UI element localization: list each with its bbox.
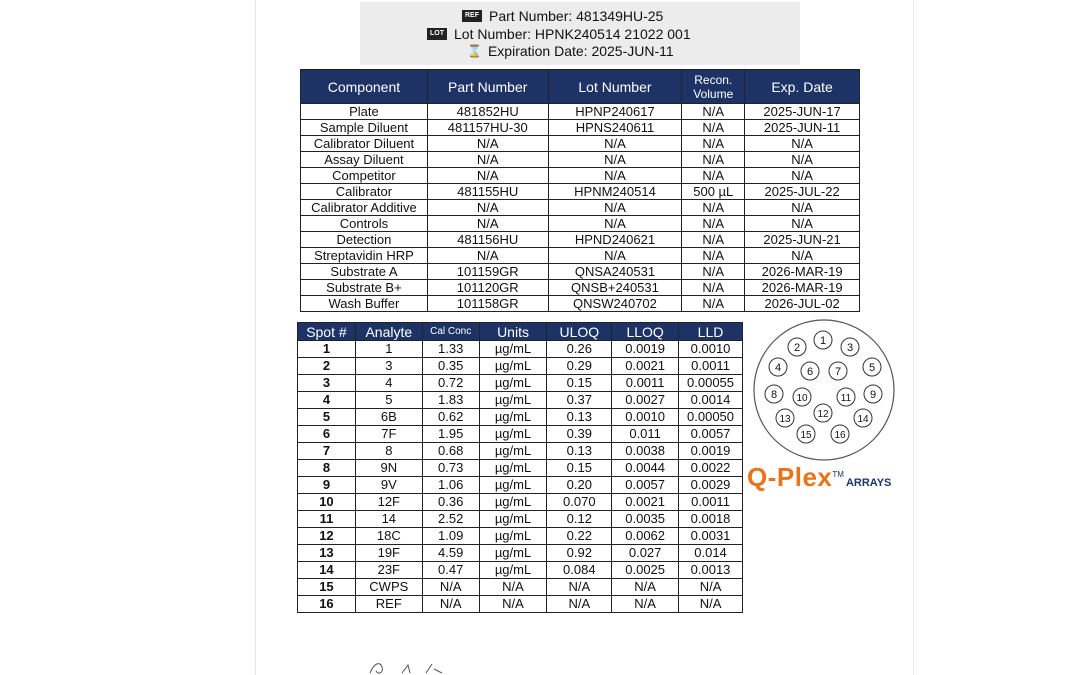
analyte-cell: 0.0014 xyxy=(679,392,743,409)
analyte-cell: 0.0019 xyxy=(679,443,743,460)
part-number-text: Part Number: 481349HU-25 xyxy=(489,8,664,24)
component-cell: 101120GR xyxy=(427,280,548,296)
analyte-cell: 1 xyxy=(298,341,356,358)
analyte-cell: 0.20 xyxy=(547,477,612,494)
header-uloq: ULOQ xyxy=(547,323,612,341)
spot-label: 2 xyxy=(793,342,801,354)
analyte-table-body xyxy=(298,341,743,613)
component-cell: N/A xyxy=(682,120,745,136)
spot-label: 16 xyxy=(834,430,846,441)
spot-label: 9 xyxy=(869,389,877,401)
analyte-cell: 0.0013 xyxy=(679,562,743,579)
component-row xyxy=(301,120,860,136)
page-edge-right xyxy=(913,0,914,675)
analyte-cell: 0.15 xyxy=(547,460,612,477)
component-cell: N/A xyxy=(745,152,860,168)
analyte-cell: 14 xyxy=(355,511,422,528)
analyte-cell: 9 xyxy=(298,477,356,494)
header-cal-conc: Cal Conc xyxy=(422,323,479,341)
component-cell: QNSA240531 xyxy=(548,264,682,280)
analyte-cell: µg/mL xyxy=(479,341,547,358)
component-cell: Calibrator xyxy=(301,184,428,200)
spot-label: 3 xyxy=(846,342,854,354)
header-part-number: Part Number xyxy=(427,70,548,104)
lot-icon: LOT xyxy=(427,28,447,40)
component-table xyxy=(300,69,860,312)
component-cell: 481157HU-30 xyxy=(427,120,548,136)
analyte-row xyxy=(298,409,743,426)
analyte-cell: 0.37 xyxy=(547,392,612,409)
component-cell: 2025-JUN-11 xyxy=(745,120,860,136)
component-row xyxy=(301,184,860,200)
spot-label: 8 xyxy=(770,389,778,401)
analyte-cell: 4 xyxy=(298,392,356,409)
component-cell: 500 µL xyxy=(682,184,745,200)
analyte-row xyxy=(298,392,743,409)
component-cell: N/A xyxy=(548,248,682,264)
analyte-cell: 0.0021 xyxy=(612,494,679,511)
analyte-cell: 0.39 xyxy=(547,426,612,443)
analyte-cell: µg/mL xyxy=(479,375,547,392)
analyte-cell: REF xyxy=(355,596,422,613)
component-cell: 2025-JUL-22 xyxy=(745,184,860,200)
analyte-cell: 0.0011 xyxy=(679,358,743,375)
component-cell: Sample Diluent xyxy=(301,120,428,136)
spot-label: 6 xyxy=(806,366,814,378)
component-row xyxy=(301,280,860,296)
component-cell: HPND240621 xyxy=(548,232,682,248)
analyte-cell: 0.73 xyxy=(422,460,479,477)
component-cell: 2025-JUN-21 xyxy=(745,232,860,248)
analyte-cell: 0.0011 xyxy=(612,375,679,392)
component-cell: 2026-MAR-19 xyxy=(745,264,860,280)
component-cell: N/A xyxy=(682,152,745,168)
analyte-cell: 2 xyxy=(298,358,356,375)
analyte-cell: 1 xyxy=(355,341,422,358)
analyte-cell: 16 xyxy=(298,596,356,613)
analyte-cell: N/A xyxy=(612,579,679,596)
analyte-cell: CWPS xyxy=(355,579,422,596)
component-cell: N/A xyxy=(682,280,745,296)
component-cell: 101159GR xyxy=(427,264,548,280)
header-lld: LLD xyxy=(679,323,743,341)
component-table-body xyxy=(301,104,860,312)
analyte-cell: 23F xyxy=(355,562,422,579)
analyte-cell: 11 xyxy=(298,511,356,528)
component-row xyxy=(301,200,860,216)
analyte-cell: 0.35 xyxy=(422,358,479,375)
analyte-cell: 15 xyxy=(298,579,356,596)
analyte-cell: 0.0062 xyxy=(612,528,679,545)
part-number-line xyxy=(462,8,663,24)
analyte-cell: 0.0027 xyxy=(612,392,679,409)
header-analyte: Analyte xyxy=(355,323,422,341)
analyte-row xyxy=(298,477,743,494)
analyte-cell: 0.29 xyxy=(547,358,612,375)
analyte-cell: 1.83 xyxy=(422,392,479,409)
analyte-row xyxy=(298,562,743,579)
component-cell: Wash Buffer xyxy=(301,296,428,312)
analyte-cell: µg/mL xyxy=(479,494,547,511)
component-cell: 101158GR xyxy=(427,296,548,312)
header-lot-number: Lot Number xyxy=(548,70,682,104)
analyte-cell: N/A xyxy=(679,579,743,596)
spot-label: 14 xyxy=(857,414,869,425)
analyte-cell: 0.0018 xyxy=(679,511,743,528)
component-cell: N/A xyxy=(427,136,548,152)
handwritten-mark xyxy=(350,655,480,675)
analyte-cell: 1.33 xyxy=(422,341,479,358)
analyte-cell: 0.0057 xyxy=(679,426,743,443)
header-recon-volume: Recon. Volume xyxy=(682,70,745,104)
analyte-cell: N/A xyxy=(547,579,612,596)
component-cell: N/A xyxy=(427,248,548,264)
component-cell: N/A xyxy=(548,168,682,184)
analyte-cell: µg/mL xyxy=(479,392,547,409)
analyte-cell: 13 xyxy=(298,545,356,562)
analyte-cell: 5 xyxy=(298,409,356,426)
analyte-row xyxy=(298,596,743,613)
analyte-cell: 0.92 xyxy=(547,545,612,562)
analyte-cell: 0.00050 xyxy=(679,409,743,426)
component-cell: N/A xyxy=(548,136,682,152)
spot-label: 4 xyxy=(774,362,782,374)
analyte-row xyxy=(298,443,743,460)
page-edge-left xyxy=(255,0,256,675)
analyte-cell: 0.68 xyxy=(422,443,479,460)
analyte-cell: 0.0019 xyxy=(612,341,679,358)
header-component: Component xyxy=(301,70,428,104)
component-cell: Streptavidin HRP xyxy=(301,248,428,264)
component-row xyxy=(301,264,860,280)
analyte-cell: µg/mL xyxy=(479,443,547,460)
expiration-line xyxy=(467,43,674,59)
lot-number-text: Lot Number: HPNK240514 21022 001 xyxy=(454,26,691,42)
logo-sub-text: ARRAYS xyxy=(845,477,892,489)
analyte-cell: 0.22 xyxy=(547,528,612,545)
header-spot: Spot # xyxy=(298,323,356,341)
analyte-cell: 3 xyxy=(355,358,422,375)
component-cell: Assay Diluent xyxy=(301,152,428,168)
analyte-cell: 12 xyxy=(298,528,356,545)
spot-label: 12 xyxy=(817,409,829,420)
lot-number-line xyxy=(427,26,691,42)
component-cell: N/A xyxy=(682,296,745,312)
analyte-cell: 0.12 xyxy=(547,511,612,528)
analyte-cell: N/A xyxy=(422,579,479,596)
spot-label: 15 xyxy=(800,430,812,441)
analyte-cell: 0.72 xyxy=(422,375,479,392)
analyte-cell: 6B xyxy=(355,409,422,426)
component-cell: QNSW240702 xyxy=(548,296,682,312)
component-cell: Calibrator Additive xyxy=(301,200,428,216)
analyte-row xyxy=(298,341,743,358)
component-cell: HPNS240611 xyxy=(548,120,682,136)
analyte-cell: 4 xyxy=(355,375,422,392)
analyte-cell: N/A xyxy=(679,596,743,613)
component-cell: N/A xyxy=(682,232,745,248)
analyte-cell: 0.13 xyxy=(547,409,612,426)
component-row xyxy=(301,104,860,120)
analyte-cell: 0.62 xyxy=(422,409,479,426)
analyte-cell: 0.00055 xyxy=(679,375,743,392)
component-cell: N/A xyxy=(682,264,745,280)
analyte-cell: 14 xyxy=(298,562,356,579)
component-row xyxy=(301,216,860,232)
analyte-cell: N/A xyxy=(612,596,679,613)
kit-header xyxy=(360,2,800,65)
header-exp-date: Exp. Date xyxy=(745,70,860,104)
component-cell: N/A xyxy=(682,248,745,264)
logo-main-text: Q-Plex xyxy=(747,462,833,492)
analyte-row xyxy=(298,426,743,443)
component-cell: 481156HU xyxy=(427,232,548,248)
analyte-row xyxy=(298,545,743,562)
analyte-cell: µg/mL xyxy=(479,562,547,579)
component-cell: N/A xyxy=(682,216,745,232)
analyte-cell: N/A xyxy=(547,596,612,613)
component-cell: HPNM240514 xyxy=(548,184,682,200)
spot-label: 1 xyxy=(819,335,827,347)
component-cell: Substrate B+ xyxy=(301,280,428,296)
analyte-table xyxy=(297,322,743,613)
analyte-cell: N/A xyxy=(479,596,547,613)
component-cell: N/A xyxy=(548,200,682,216)
component-row xyxy=(301,296,860,312)
analyte-cell: N/A xyxy=(422,596,479,613)
analyte-cell: 0.36 xyxy=(422,494,479,511)
analyte-row xyxy=(298,528,743,545)
component-cell: N/A xyxy=(745,200,860,216)
analyte-cell: 0.15 xyxy=(547,375,612,392)
analyte-cell: 19F xyxy=(355,545,422,562)
analyte-cell: µg/mL xyxy=(479,511,547,528)
component-cell: Calibrator Diluent xyxy=(301,136,428,152)
analyte-cell: 0.0029 xyxy=(679,477,743,494)
analyte-cell: µg/mL xyxy=(479,528,547,545)
component-cell: N/A xyxy=(745,248,860,264)
q-plex-logo xyxy=(747,462,891,493)
component-cell: N/A xyxy=(427,200,548,216)
analyte-cell: 0.070 xyxy=(547,494,612,511)
spot-label: 7 xyxy=(834,366,842,378)
component-cell: N/A xyxy=(745,216,860,232)
component-cell: 481852HU xyxy=(427,104,548,120)
component-cell: Competitor xyxy=(301,168,428,184)
analyte-table-header xyxy=(298,323,743,341)
analyte-row xyxy=(298,494,743,511)
analyte-cell: 0.47 xyxy=(422,562,479,579)
analyte-row xyxy=(298,375,743,392)
analyte-cell: µg/mL xyxy=(479,409,547,426)
hourglass-icon: ⌛ xyxy=(467,44,482,58)
analyte-cell: 8 xyxy=(298,460,356,477)
analyte-cell: 18C xyxy=(355,528,422,545)
spot-label: 10 xyxy=(796,393,808,404)
component-row xyxy=(301,248,860,264)
component-cell: QNSB+240531 xyxy=(548,280,682,296)
analyte-cell: 3 xyxy=(298,375,356,392)
analyte-cell: 0.26 xyxy=(547,341,612,358)
analyte-cell: 8 xyxy=(355,443,422,460)
analyte-cell: 0.0057 xyxy=(612,477,679,494)
analyte-row xyxy=(298,511,743,528)
header-units: Units xyxy=(479,323,547,341)
analyte-row xyxy=(298,460,743,477)
component-cell: N/A xyxy=(682,200,745,216)
component-cell: HPNP240617 xyxy=(548,104,682,120)
component-cell: Detection xyxy=(301,232,428,248)
analyte-cell: 0.0025 xyxy=(612,562,679,579)
analyte-cell: 0.0011 xyxy=(679,494,743,511)
analyte-cell: 1.95 xyxy=(422,426,479,443)
component-row xyxy=(301,136,860,152)
analyte-cell: 6 xyxy=(298,426,356,443)
analyte-cell: 12F xyxy=(355,494,422,511)
component-cell: N/A xyxy=(427,216,548,232)
header-lloq: LLOQ xyxy=(612,323,679,341)
analyte-cell: µg/mL xyxy=(479,545,547,562)
analyte-cell: 0.084 xyxy=(547,562,612,579)
analyte-cell: 0.011 xyxy=(612,426,679,443)
spot-label: 5 xyxy=(868,362,876,374)
analyte-cell: 9V xyxy=(355,477,422,494)
component-cell: N/A xyxy=(682,136,745,152)
component-cell: 2026-JUL-02 xyxy=(745,296,860,312)
analyte-row xyxy=(298,358,743,375)
analyte-cell: 7 xyxy=(298,443,356,460)
analyte-cell: µg/mL xyxy=(479,426,547,443)
analyte-cell: 10 xyxy=(298,494,356,511)
analyte-cell: 0.0021 xyxy=(612,358,679,375)
analyte-cell: µg/mL xyxy=(479,477,547,494)
analyte-cell: 4.59 xyxy=(422,545,479,562)
component-cell: 2025-JUN-17 xyxy=(745,104,860,120)
analyte-cell: 0.0010 xyxy=(679,341,743,358)
component-row xyxy=(301,152,860,168)
analyte-cell: µg/mL xyxy=(479,460,547,477)
component-cell: Substrate A xyxy=(301,264,428,280)
expiration-text: Expiration Date: 2025-JUN-11 xyxy=(487,43,674,59)
component-cell: Controls xyxy=(301,216,428,232)
analyte-cell: 0.0035 xyxy=(612,511,679,528)
analyte-cell: 5 xyxy=(355,392,422,409)
analyte-cell: 2.52 xyxy=(422,511,479,528)
analyte-cell: 1.06 xyxy=(422,477,479,494)
component-row xyxy=(301,168,860,184)
analyte-cell: 0.0044 xyxy=(612,460,679,477)
analyte-cell: 0.0031 xyxy=(679,528,743,545)
component-cell: N/A xyxy=(682,104,745,120)
spot-label: 13 xyxy=(779,414,791,425)
spot-map-diagram xyxy=(752,318,897,463)
analyte-cell: 0.014 xyxy=(679,545,743,562)
analyte-cell: 0.027 xyxy=(612,545,679,562)
component-cell: N/A xyxy=(548,152,682,168)
analyte-cell: 0.13 xyxy=(547,443,612,460)
component-table-header xyxy=(301,70,860,104)
component-row xyxy=(301,232,860,248)
analyte-cell: µg/mL xyxy=(479,358,547,375)
analyte-row xyxy=(298,579,743,596)
analyte-cell: 1.09 xyxy=(422,528,479,545)
component-cell: Plate xyxy=(301,104,428,120)
component-cell: N/A xyxy=(427,152,548,168)
component-cell: N/A xyxy=(682,168,745,184)
component-cell: N/A xyxy=(745,136,860,152)
ref-icon: REF xyxy=(462,10,482,22)
analyte-cell: 0.0038 xyxy=(612,443,679,460)
logo-trademark: TM xyxy=(832,470,844,479)
analyte-cell: 9N xyxy=(355,460,422,477)
analyte-cell: 7F xyxy=(355,426,422,443)
component-cell: N/A xyxy=(745,168,860,184)
spot-label: 11 xyxy=(840,393,852,404)
analyte-cell: 0.0010 xyxy=(612,409,679,426)
component-cell: 481155HU xyxy=(427,184,548,200)
analyte-cell: 0.0022 xyxy=(679,460,743,477)
component-cell: N/A xyxy=(548,216,682,232)
component-cell: 2026-MAR-19 xyxy=(745,280,860,296)
component-cell: N/A xyxy=(427,168,548,184)
analyte-cell: N/A xyxy=(479,579,547,596)
